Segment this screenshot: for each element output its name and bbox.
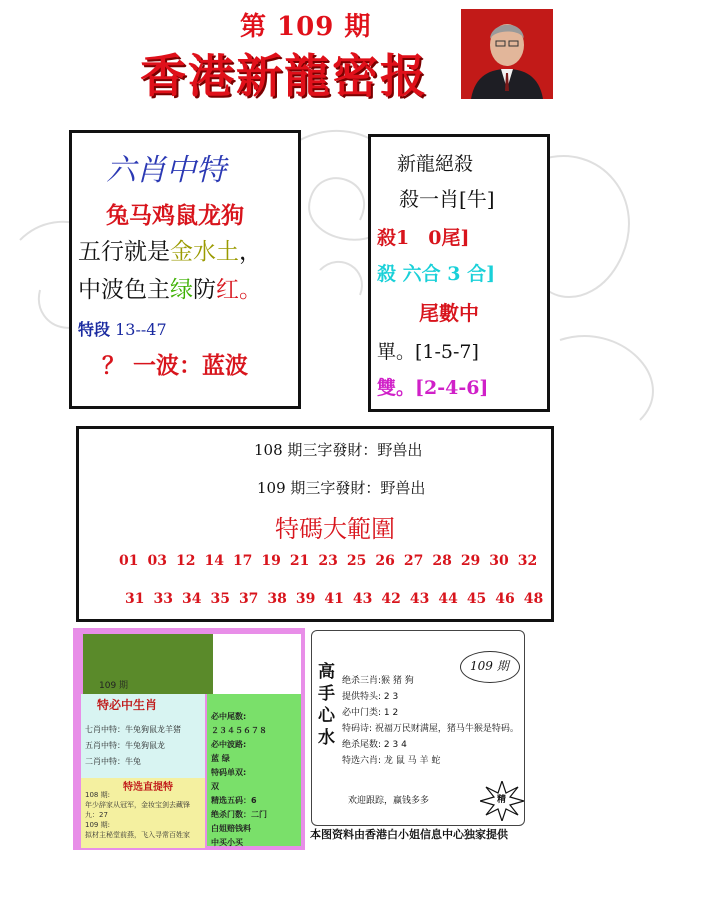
promo-right-item: 双: [211, 782, 219, 791]
kill-zodiac: 殺一肖[牛]: [399, 187, 495, 211]
range-number: 03: [147, 553, 167, 569]
expert-line: 绝杀三肖:猴 猪 狗: [342, 676, 414, 686]
color-line: 中波色主绿防红。: [78, 277, 262, 303]
expert-line: 特选六肖: 龙 鼠 马 羊 蛇: [342, 756, 441, 766]
stamp-text: 精: [497, 795, 507, 805]
numbers-row-1: [119, 553, 546, 569]
welcome-text: 欢迎跟踪，赢钱多多: [348, 796, 430, 806]
range-number: 41: [324, 591, 344, 607]
range-box: [76, 426, 554, 622]
range-number: 27: [403, 553, 424, 569]
double-tails: 雙。[2-4-6]: [377, 377, 489, 399]
promo-note: 年少辞家从冠军，金妆宝剑去藏锋: [85, 801, 190, 809]
promo-issue: 109 期: [99, 681, 129, 691]
promo-row: 五肖中特：牛兔狗鼠龙: [85, 741, 165, 750]
promo-right-item: 绝杀门数：二门: [211, 810, 267, 819]
page-title: 香港新龍密报: [140, 49, 428, 103]
promo-row: 七肖中特：牛兔狗鼠龙羊猪: [85, 725, 181, 734]
wuxing-line: 五行就是金水土，: [78, 239, 262, 265]
promo-right-item: 精选五码：6: [211, 796, 257, 805]
range-number: 43: [409, 591, 430, 607]
range-number: 28: [432, 553, 452, 569]
six-zodiac-box: [69, 130, 301, 409]
range-number: 12: [175, 553, 196, 569]
person-icon: [461, 9, 553, 99]
range-number: 44: [438, 591, 458, 607]
expert-issue: 109 期: [470, 659, 509, 673]
promo-right-item: ２３４５６７８: [211, 726, 267, 735]
single-tails: 單。[1-5-7]: [377, 341, 479, 363]
kill-liuhe: 殺 六合 3 合]: [377, 263, 496, 285]
zodiac-list: 兔马鸡鼠龙狗: [106, 202, 244, 229]
range-number: 29: [460, 553, 481, 569]
range-number: 43: [352, 591, 373, 607]
range-number: 37: [238, 591, 259, 607]
six-zodiac-heading: 六肖中特: [106, 153, 226, 188]
range-number: 38: [267, 591, 287, 607]
kill-heading: 新龍絕殺: [397, 153, 474, 175]
issue-number: 第 109 期: [240, 12, 372, 42]
promo-row: 二肖中特：牛兔: [85, 757, 141, 766]
range-title: 特碼大範圍: [275, 515, 395, 543]
range-number: 39: [295, 591, 316, 607]
range-number: 01: [119, 553, 139, 569]
line-109: 109 期三字發財：野兽出: [257, 479, 426, 497]
range-number: 34: [181, 591, 202, 607]
range-number: 46: [495, 591, 515, 607]
footer-credit: 本图资料由香港白小姐信息中心独家提供: [310, 828, 508, 841]
expert-line: 绝杀尾数: 2 3 4: [342, 740, 407, 750]
range-number: 32: [517, 553, 538, 569]
range-number: 33: [153, 591, 173, 607]
range-number: 17: [232, 553, 253, 569]
portrait-photo: [461, 9, 553, 99]
promo-right-item: 必中尾数:: [211, 712, 247, 721]
range-number: 48: [523, 591, 544, 607]
promo-note: 九：27: [85, 811, 108, 819]
range-number: 31: [125, 591, 145, 607]
expert-line: 特码诗: 祝福万民财满屋，猪马牛猴是特码。: [342, 724, 519, 734]
expert-title-char: 高: [318, 662, 335, 682]
kill-tail: 殺1 0尾]: [377, 227, 470, 249]
promo-right-item: 白姐赔钱料: [211, 824, 251, 833]
numbers-row-2: [125, 591, 552, 607]
promo-notes: [85, 790, 190, 840]
expert-panel: [311, 630, 525, 826]
expert-title-char: 心: [318, 706, 335, 726]
tail-heading: 尾數中: [419, 301, 479, 325]
color-main: 绿: [170, 277, 193, 303]
promo-note: 拟材主秘堂前燕，飞入寻常百姓家: [85, 831, 190, 839]
range-number: 42: [381, 591, 401, 607]
promo-note: 109 期:: [85, 821, 110, 829]
special-range: 特段 13--47: [78, 320, 167, 339]
promo-note: 108 期:: [85, 791, 110, 799]
promo-rows: [85, 722, 181, 770]
promo-right-item: 中买小买: [211, 838, 243, 847]
expert-lines: [342, 673, 519, 769]
promo-heading: 特必中生肖: [97, 698, 158, 712]
promo-sub-heading: 特选直提特: [123, 782, 173, 793]
range-number: 26: [375, 553, 395, 569]
color-alt: 红: [216, 277, 239, 303]
expert-title-char: 手: [318, 684, 335, 704]
range-number: 25: [346, 553, 367, 569]
range-number: 45: [466, 591, 487, 607]
promo-panel-left: [73, 628, 305, 850]
promo-right-list: [211, 710, 267, 850]
expert-line: 必中门类: 1 2: [342, 708, 399, 718]
range-number: 35: [210, 591, 230, 607]
kill-box: [368, 134, 550, 412]
expert-line: 提供特头: 2 3: [342, 692, 399, 702]
line-108: 108 期三字發財：野兽出: [254, 441, 423, 459]
range-number: 14: [204, 553, 224, 569]
promo-right-item: 特码单双:: [211, 768, 247, 777]
expert-title-char: 水: [318, 728, 335, 748]
range-number: 23: [318, 553, 338, 569]
range-number: 19: [261, 553, 281, 569]
promo-right-item: 必中波路:: [211, 740, 247, 749]
range-number: 30: [489, 553, 509, 569]
range-number: 21: [289, 553, 310, 569]
wuxing-value: 金水土: [170, 239, 239, 265]
expert-side-title: [318, 661, 336, 749]
wave-line: ？ 一波：蓝波: [102, 352, 249, 379]
promo-right-item: 蓝 绿: [211, 754, 230, 763]
